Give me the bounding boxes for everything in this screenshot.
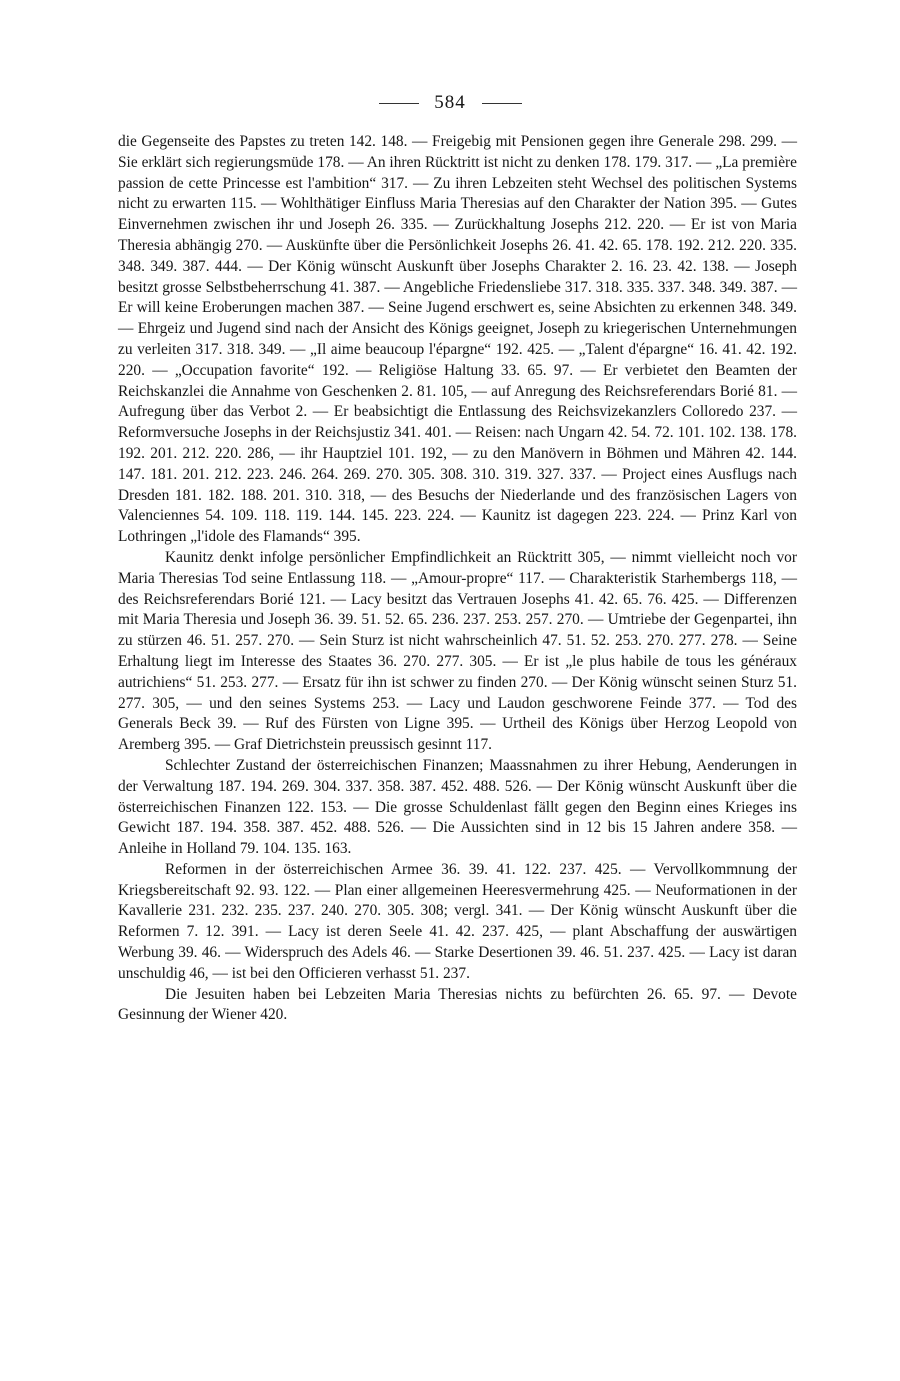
header-dash-left (379, 103, 419, 104)
paragraph-3: Schlechter Zustand der österreichischen Finanzen; Maassnahmen zu ihrer Hebung, Aenderungen in der Verwaltung 187. 194. 269. 304. 337. 358. 387. 452. 488. 526. — Der König wünscht Auskunft über die österreichischen Finanzen 122. 153. — Die grosse Schuldenlast fällt gegen den Beginn eines Krieges ins Gewicht 187. 194. 358. 387. 452. 488. 526. — Die Aussichten sind in 12 bis 15 Jahren andere 358. — Anleihe in Holland 79. 104. 135. 163. (118, 756, 797, 858)
paragraph-4: Reformen in der österreichischen Armee 36. 39. 41. 122. 237. 425. — Vervollkommnung der Kriegsbereitschaft 92. 93. 122. — Plan einer allgemeinen Heeresvermehrung 425. — Neuformationen in der Kavallerie 231. 232. 235. 237. 240. 270. 305. 308; vergl. 341. — Der König wünscht Auskunft über die Reformen 7. 12. 391. — Lacy ist deren Seele 41. 42. 237. 425, — plant Abschaffung der auswärtigen Werbung 39. 46. — Widerspruch des Adels 46. — Starke Desertionen 39. 46. 51. 237. 425. — Lacy ist daran unschuldig 46, — ist bei den Officieren verhasst 51. 237. (118, 860, 797, 982)
index-text-block (118, 132, 797, 1026)
header-dash-right (482, 103, 522, 104)
paragraph-5: Die Jesuiten haben bei Lebzeiten Maria Theresias nichts zu befürchten 26. 65. 97. — Devote Gesinnung der Wiener 420. (118, 985, 797, 1024)
page-header (0, 92, 900, 114)
paragraph-2: Kaunitz denkt infolge persönlicher Empfindlichkeit an Rücktritt 305, — nimmt vielleicht noch vor Maria Theresias Tod seine Entlassung 118. — „Amour-propre“ 117. — Charakteristik Starhembergs 118, — des Reichsreferendars Borié 121. — Lacy besitzt das Vertrauen Josephs 41. 42. 65. 76. 425. — Differenzen mit Maria Theresia und Joseph 36. 39. 51. 52. 65. 236. 237. 253. 257. 270. — Umtriebe der Gegenpartei, ihn zu stürzen 46. 51. 257. 270. — Sein Sturz ist nicht wahrscheinlich 47. 51. 52. 253. 270. 277. 278. — Seine Erhaltung liegt im Interesse des Staates 36. 270. 277. 305. — Er ist „le plus habile de tous les généraux autrichiens“ 51. 253. 277. — Ersatz für ihn ist schwer zu finden 270. — Der König wünscht seinen Sturz 51. 277. 305, — und den seines Systems 253. — Lacy und Laudon geschworene Feinde 377. — Tod des Generals Beck 39. — Ruf des Fürsten von Ligne 395. — Urtheil des Königs über Herzog Leopold von Aremberg 395. — Graf Dietrichstein preussisch gesinnt 117. (118, 548, 797, 754)
page-number: 584 (434, 92, 466, 113)
paragraph-1: die Gegenseite des Papstes zu treten 142. 148. — Freigebig mit Pensionen gegen ihre Generale 298. 299. — Sie erklärt sich regierungsmüde 178. — An ihren Rücktritt ist nicht zu denken 178. 179. 317. — „La première passion de cette Princesse est l'ambition“ 317. — Zu ihren Lebzeiten steht Wechsel des politischen Systems nicht zu erwarten 115. — Wohlthätiger Einfluss Maria Theresias auf den Charakter der Nation 395. — Gutes Einvernehmen zwischen ihr und Joseph 26. 335. — Zurückhaltung Josephs 212. 220. — Er ist von Maria Theresia abhängig 270. — Auskünfte über die Persönlichkeit Josephs 26. 41. 42. 65. 178. 192. 212. 220. 335. 348. 349. 387. 444. — Der König wünscht Auskunft über Josephs Charakter 2. 16. 23. 42. 138. — Joseph besitzt grosse Selbstbeherrschung 41. 387. — Angebliche Friedensliebe 317. 318. 335. 337. 348. 349. 387. — Er will keine Eroberungen machen 387. — Seine Jugend erschwert es, seine Absichten zu erkennen 348. 349. — Ehrgeiz und Jugend sind nach der Ansicht des Königs geeignet, Joseph zu kriegerischen Unternehmungen zu verleiten 317. 318. 349. — „Il aime beaucoup l'épargne“ 192. 425. — „Talent d'épargne“ 16. 41. 42. 192. 220. — „Occupation favorite“ 192. — Religiöse Haltung 33. 65. 97. — Er verbietet den Beamten der Reichskanzlei die Annahme von Geschenken 2. 81. 105, — auf Anregung des Reichsreferendars Borié 81. — Aufregung über das Verbot 2. — Er beabsichtigt die Entlassung des Reichsvizekanzlers Colloredo 237. — Reformversuche Josephs in der Reichsjustiz 341. 401. — Reisen: nach Ungarn 42. 54. 72. 101. 102. 138. 178. 192. 201. 212. 220. 286, — ihr Hauptziel 101. 192, — zu den Manövern in Böhmen und Mähren 42. 144. 147. 181. 201. 212. 223. 246. 264. 269. 270. 305. 308. 310. 319. 327. 337. — Project eines Ausflugs nach Dresden 181. 182. 188. 201. 310. 318, — des Besuchs der Niederlande und des französischen Lagers von Valenciennes 54. 109. 118. 119. 144. 145. 223. 224. — Kaunitz ist dagegen 223. 224. — Prinz Karl von Lothringen „l'idole des Flamands“ 395. (118, 133, 797, 546)
